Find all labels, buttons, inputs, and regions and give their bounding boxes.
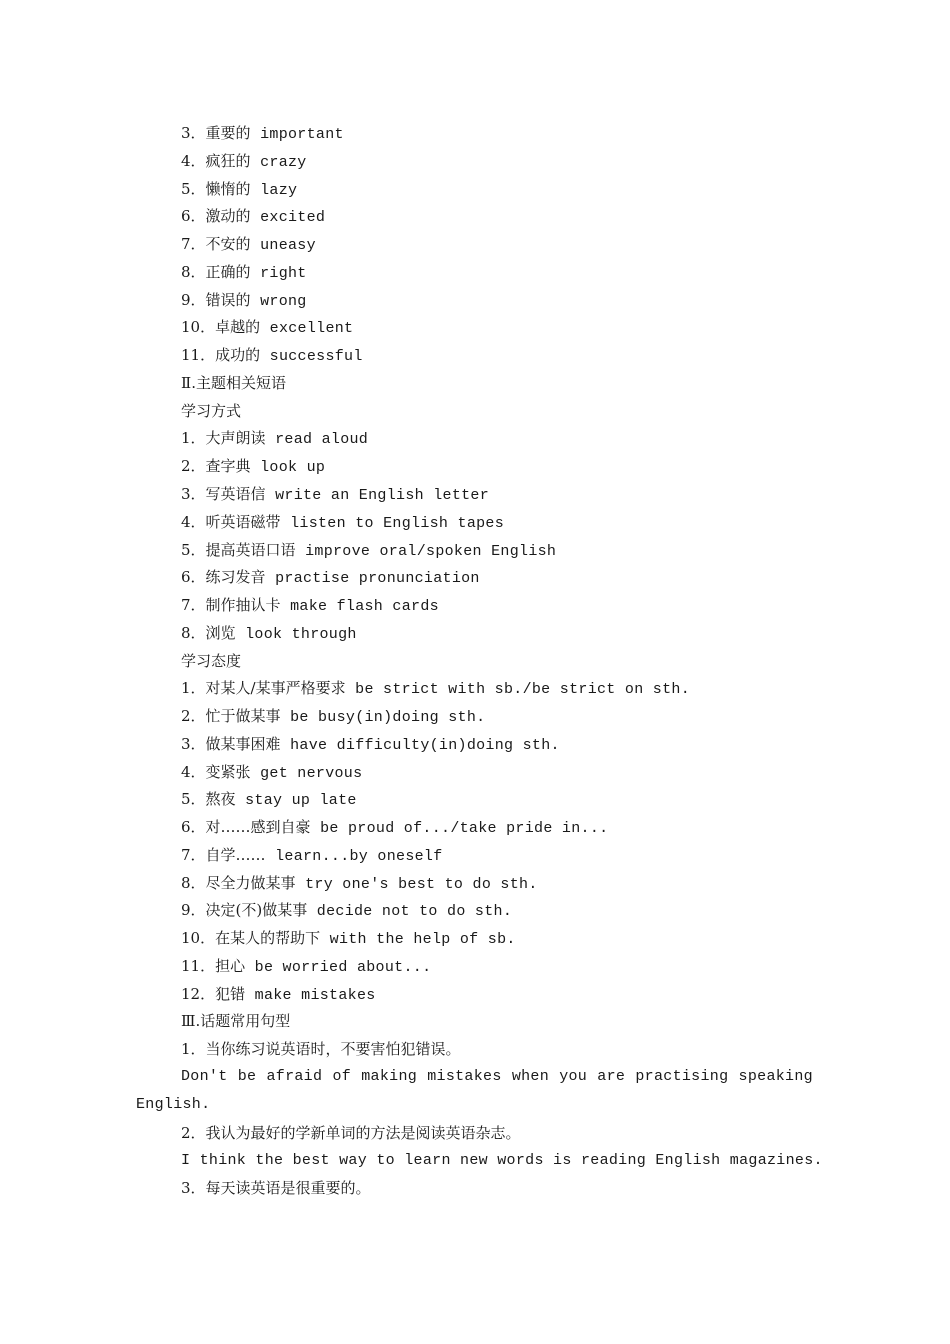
word: you — [559, 1068, 588, 1085]
word: are — [597, 1068, 626, 1085]
section-heading: Ⅱ.主题相关短语 — [181, 374, 286, 392]
word: of — [332, 1068, 352, 1085]
list-item: 10．卓越的 excellent — [181, 318, 354, 337]
list-item: 1．对某人/某事严格要求 be strict with sb./be strict on sth. — [181, 679, 691, 698]
sentence-en — [181, 1067, 813, 1087]
list-item: 6．激动的 excited — [181, 207, 326, 226]
list-item: 3．写英语信 write an English letter — [181, 485, 490, 504]
word: afraid — [266, 1068, 323, 1085]
list-item: 3．重要的 important — [181, 124, 344, 143]
list-item: 8．尽全力做某事 try one's best to do sth. — [181, 874, 538, 893]
list-item: 9．决定(不)做某事 decide not to do sth. — [181, 901, 513, 920]
list-item: 1．大声朗读 read aloud — [181, 429, 369, 448]
list-item: 12．犯错 make mistakes — [181, 985, 376, 1004]
list-item: 5．提高英语口语 improve oral/spoken English — [181, 541, 557, 560]
list-item: 8．正确的 right — [181, 263, 307, 282]
word: speaking — [738, 1068, 813, 1085]
list-item: 7．不安的 uneasy — [181, 235, 316, 254]
list-item: 5．熬夜 stay up late — [181, 790, 357, 809]
sentence-en: I think the best way to learn new words is reading English magazines. — [181, 1152, 823, 1169]
list-item: 2．查字典 look up — [181, 457, 326, 476]
subsection-title: 学习方式 — [181, 402, 242, 420]
list-item: 10．在某人的帮助下 with the help of sb. — [181, 929, 516, 948]
word: when — [511, 1068, 550, 1085]
sentence-cn: 3．每天读英语是很重要的。 — [181, 1179, 371, 1197]
section-heading: Ⅲ.话题常用句型 — [181, 1012, 291, 1030]
list-item: 7．自学…… learn...by oneself — [181, 846, 443, 865]
word: be — [237, 1068, 257, 1085]
list-item: 8．浏览 look through — [181, 624, 357, 643]
word: Don't — [181, 1068, 228, 1085]
word: practising — [635, 1068, 729, 1085]
sentence-cn: 1．当你练习说英语时，不要害怕犯错误。 — [181, 1040, 461, 1058]
list-item: 4．变紧张 get nervous — [181, 763, 363, 782]
list-item: 11．成功的 successful — [181, 346, 363, 365]
list-item: 11．担心 be worried about... — [181, 957, 432, 976]
word: mistakes — [427, 1068, 502, 1085]
list-item: 7．制作抽认卡 make flash cards — [181, 596, 439, 615]
sentence-en-continuation: English. — [136, 1096, 211, 1113]
list-item: 5．懒惰的 lazy — [181, 180, 298, 199]
list-item: 9．错误的 wrong — [181, 291, 307, 310]
list-item: 6．练习发音 practise pronunciation — [181, 568, 480, 587]
list-item: 2．忙于做某事 be busy(in)doing sth. — [181, 707, 486, 726]
list-item: 4．听英语磁带 listen to English tapes — [181, 513, 505, 532]
sentence-cn: 2．我认为最好的学新单词的方法是阅读英语杂志。 — [181, 1124, 521, 1142]
list-item: 6．对……感到自豪 be proud of.../take pride in... — [181, 818, 609, 837]
word: making — [361, 1068, 418, 1085]
list-item: 4．疯狂的 crazy — [181, 152, 307, 171]
subsection-title: 学习态度 — [181, 652, 242, 670]
list-item: 3．做某事困难 have difficulty(in)doing sth. — [181, 735, 560, 754]
